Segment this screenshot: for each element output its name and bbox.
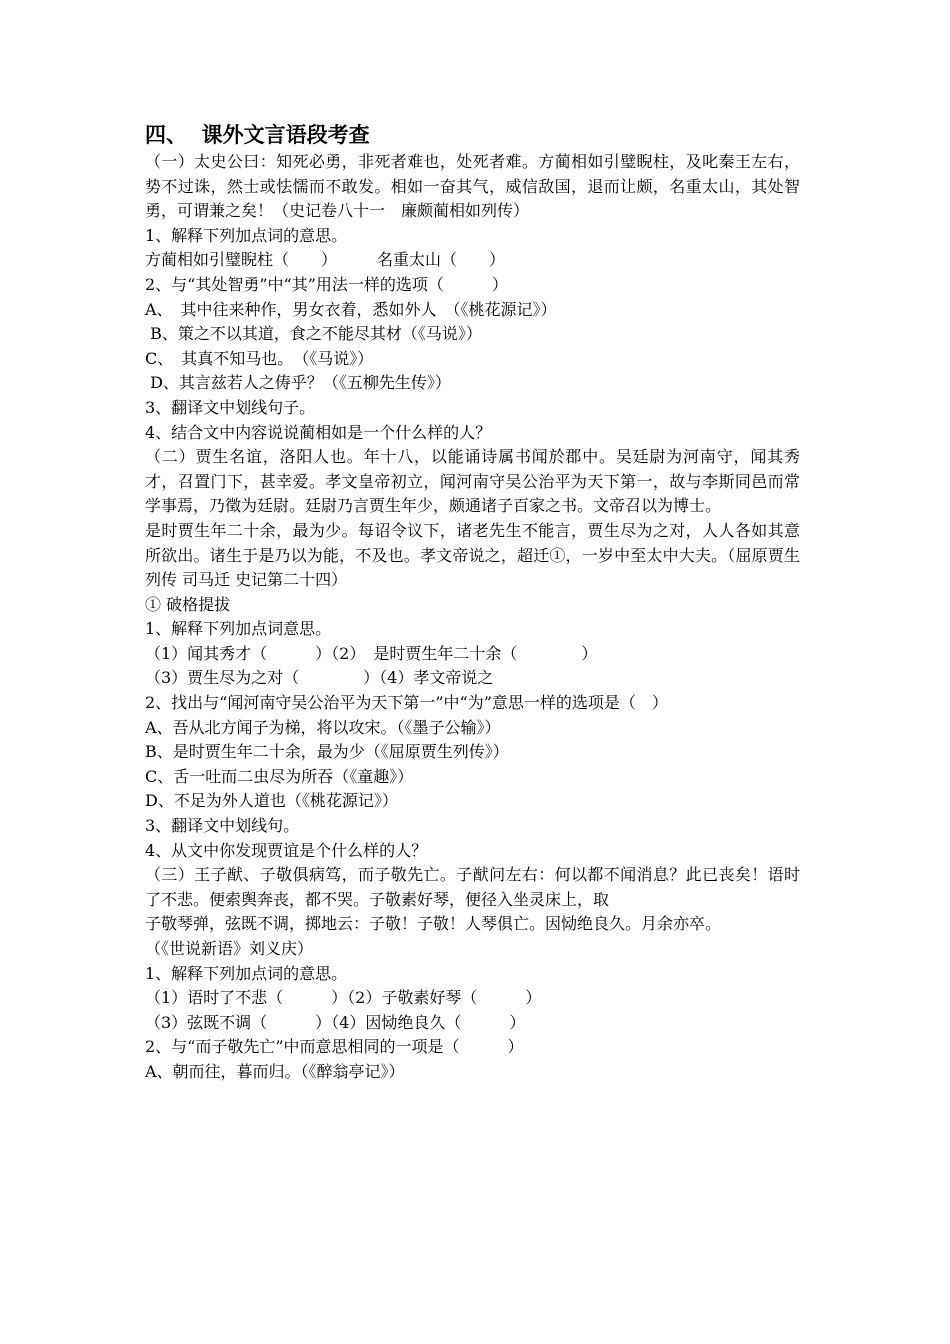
document-body [145,150,800,1085]
text-line: B、是时贾生年二十余，最为少（《屈原贾生列传》） [145,742,509,762]
text-line: C、舌一吐而二虫尽为所吞（《童趣》） [145,766,414,786]
paragraph: 是时贾生年二十余，最为少。每诏令议下，诸老先生不能言，贾生尽为之对，人人各如其意所欲出。诸生于是乃以为能，不及也。孝文帝说之，超迁①，一岁中至太中大夫。（屈原贾生列传 司马迁 史记第二十四） [145,520,800,590]
text-line: 1、解释下列加点词的意思。 [145,225,348,245]
text-line: 4、结合文中内容说说蔺相如是一个什么样的人？ [145,422,492,442]
text-line: 1、解释下列加点词意思。 [145,619,332,639]
text-line: B、策之不以其道，食之不能尽其材（《马说》） [145,324,482,344]
text-line: D、不足为外人道也（《桃花源记》） [145,791,398,811]
text-line: 方蔺相如引璧睨柱（ ） 名重太山（ ） [145,250,506,270]
text-line: C、 其真不知马也。 （《马说》） [145,348,374,368]
text-line: 3、翻译文中划线句子。 [145,397,316,417]
text-line: A、 其中往来种作，男女衣着，悉如外人 （《桃花源记》） [145,299,557,319]
paragraph: 2、找出与“闻河南守吴公治平为天下第一”中“为”意思一样的选项是（ ） [145,693,668,713]
paragraph: 子敬琴弹，弦既不调，掷地云：子敬！子敬！人琴俱亡。因恸绝良久。月余亦卒。 [145,914,722,934]
text-line: （《世说新语》刘义庆） [145,939,314,958]
text-line: 2、与“其处智勇”中“其”用法一样的选项（ ） [145,274,508,294]
text-line: A、朝而往，暮而归。（《醉翁亭记》） [145,1061,405,1081]
text-line: （3）贾生尽为之对（ ）（4）孝文帝说之 [145,668,494,688]
text-line: 1、解释下列加点词的意思。 [145,963,348,983]
paragraph: （二）贾生名谊，洛阳人也。年十八，以能诵诗属书闻於郡中。吴廷尉为河南守，闻其秀才，召置门下，甚幸爱。孝文皇帝初立，闻河南守吴公治平为天下第一，故与李斯同邑而常学事焉，乃徵为廷尉。廷尉乃言贾生年少，颇通诸子百家之书。文帝召以为博士。 [145,447,800,516]
text-line: 4、从文中你发现贾谊是个什么样的人？ [145,840,428,860]
text-line: D、其言兹若人之俦乎？（《五柳先生传》） [145,373,451,393]
section-heading: 四、 课外文言语段考查 [145,123,370,147]
paragraph: （三）王子猷、子敬俱病笃，而子敬先亡。子猷问左右：何以都不闻消息？此已丧矣！语时了不悲。便索舆奔丧，都不哭。子敬素好琴，便径入坐灵床上，取 [145,865,800,909]
text-line: 3、翻译文中划线句。 [145,816,300,836]
text-line: ① 破格提拔 [145,594,231,614]
text-line: （1）闻其秀才（ ）（2） 是时贾生年二十余（ ） [145,643,598,663]
document-page [145,120,800,1085]
paragraph: （一）太史公曰：知死必勇，非死者难也，处死者难。方蔺相如引璧睨柱，及叱秦王左右，势不过诛，然士或怯懦而不敢发。相如一奋其气，威信敌国，退而让颇，名重太山，其处智勇，可谓兼之矣！（史记卷八十一 廉颇蔺相如列传） [145,152,800,221]
text-line: （3）弦既不调（ ）（4）因恸绝良久（ ） [145,1012,526,1032]
text-line: （1）语时了不悲（ ）（2）子敬素好琴（ ） [145,988,542,1008]
text-line: A、吾从北方闻子为梯，将以攻宋。（《墨子公输》） [145,717,501,737]
text-line: 2、与“而子敬先亡”中而意思相同的一项是（ ） [145,1037,524,1057]
